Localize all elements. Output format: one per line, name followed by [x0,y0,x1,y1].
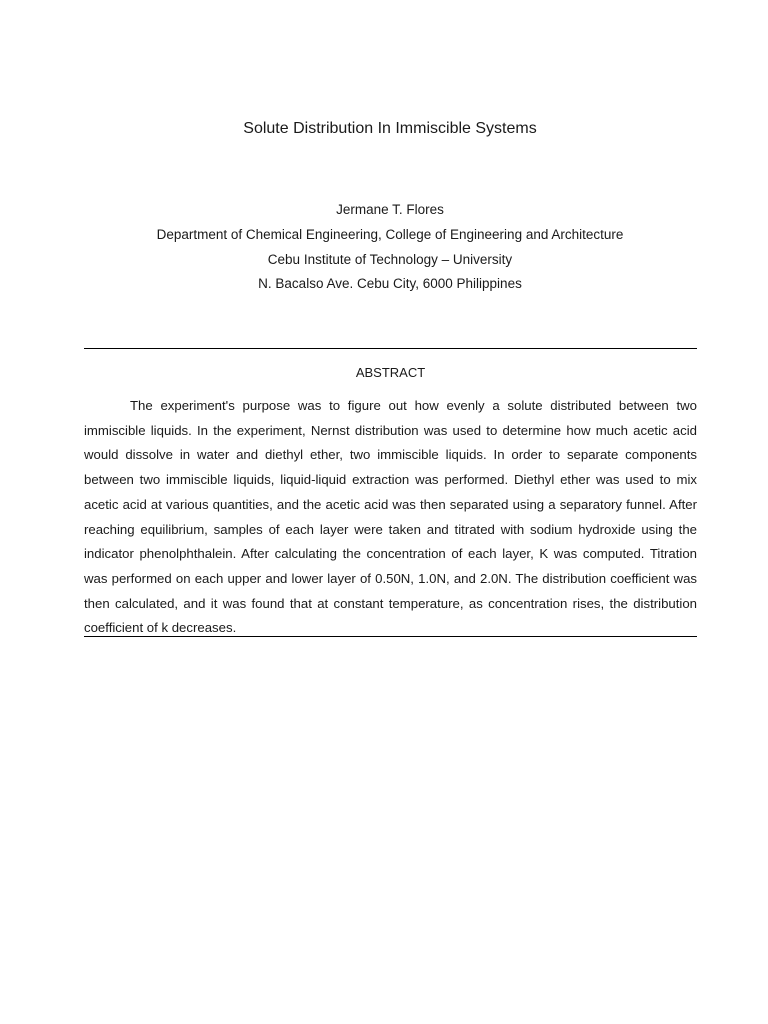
abstract-bottom-rule [84,636,697,637]
abstract-top-rule [84,348,697,349]
abstract-body: The experiment's purpose was to figure out how evenly a solute distributed between two immiscible liquids. In the experiment, Nernst distribution was used to determine how much acetic acid would dissolve in water and diethyl ether, two immiscible liquids. In order to separate components between two immiscible liquids, liquid-liquid extraction was performed. Diethyl ether was used to mix acetic acid at various quantities, and the acetic acid was then separated using a separatory funnel. After reaching equilibrium, samples of each layer were taken and titrated with sodium hydroxide using the indicator phenolphthalein. After calculating the concentration of each layer, K was computed. Titration was performed on each upper and lower layer of 0.50N, 1.0N, and 2.0N. The distribution coefficient was then calculated, and it was found that at constant temperature, as concentration rises, the distribution coefficient of k decreases. [84,398,697,636]
affiliation-institution: Cebu Institute of Technology – University [267,251,513,267]
abstract-heading: ABSTRACT [355,365,426,380]
author-name: Jermane T. Flores [336,202,444,217]
paper-title: Solute Distribution In Immiscible Systems [243,120,537,137]
affiliation-department: Department of Chemical Engineering, College of Engineering and Architecture [156,226,624,242]
affiliation-address: N. Bacalso Ave. Cebu City, 6000 Philippines [258,276,522,292]
author-block [0,198,768,297]
